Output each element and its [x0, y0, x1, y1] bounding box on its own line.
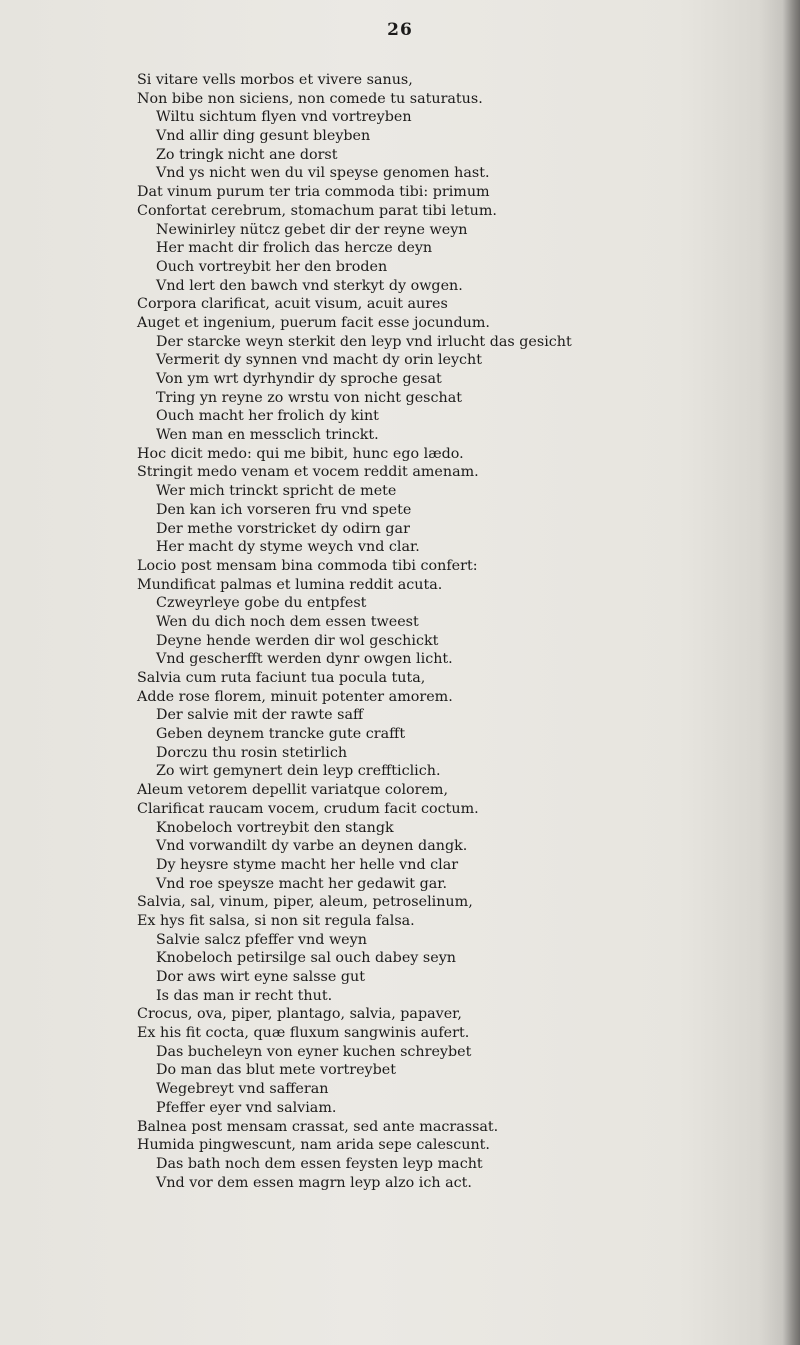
- latin-verse-line: Mundificat palmas et lumina reddit acuta.: [137, 576, 443, 593]
- latin-verse-line: Crocus, ova, piper, plantago, salvia, papaver,: [137, 1006, 462, 1023]
- german-verse-line: Salvie salcz pfeffer vnd weyn: [156, 931, 367, 948]
- latin-verse-line: Auget et ingenium, puerum facit esse jocundum.: [137, 314, 490, 331]
- german-verse-line: Zo wirt gemynert dein leyp creffticlich.: [156, 763, 441, 780]
- latin-verse-line: Ex his fit cocta, quæ fluxum sangwinis aufert.: [137, 1025, 470, 1042]
- german-verse-line: Ouch vortreybit her den broden: [156, 258, 388, 275]
- german-verse-line: Vermerit dy synnen vnd macht dy orin leycht: [156, 352, 483, 369]
- german-verse-line: Newinirley nütcz gebet dir der reyne weyn: [156, 221, 468, 238]
- latin-verse-line: Stringit medo venam et vocem reddit amenam.: [137, 464, 479, 481]
- german-verse-line: Deyne hende werden dir wol geschickt: [156, 632, 439, 649]
- german-verse-line: Vnd gescherfft werden dynr owgen licht.: [156, 651, 453, 668]
- german-verse-line: Wiltu sichtum flyen vnd vortreyben: [156, 109, 412, 126]
- german-verse-line: Vnd vor dem essen magrn leyp alzo ich act.: [156, 1174, 472, 1191]
- german-verse-line: Do man das blut mete vortreybet: [156, 1062, 396, 1079]
- latin-verse-line: Dat vinum purum ter tria commoda tibi: primum: [137, 184, 490, 201]
- german-verse-line: Der salvie mit der rawte saff: [156, 707, 364, 724]
- latin-verse-line: Non bibe non siciens, non comede tu saturatus.: [137, 90, 483, 107]
- german-verse-line: Knobeloch petirsilge sal ouch dabey seyn: [156, 950, 456, 967]
- latin-verse-line: Si vitare vells morbos et vivere sanus,: [137, 72, 413, 88]
- german-verse-line: Von ym wrt dyrhyndir dy sproche gesat: [156, 371, 442, 387]
- german-verse-line: Geben deynem trancke gute crafft: [156, 726, 406, 743]
- german-verse-line: Das bath noch dem essen feysten leyp macht: [156, 1155, 483, 1172]
- german-verse-line: Vnd allir ding gesunt bleyben: [156, 128, 371, 145]
- german-verse-line: Ouch macht her frolich dy kint: [156, 408, 379, 425]
- german-verse-line: Wen man en messclich trinckt.: [156, 427, 379, 444]
- page-edge-shadow: [782, 0, 800, 1345]
- latin-verse-line: Clarificat raucam vocem, crudum facit coctum.: [137, 800, 479, 817]
- german-verse-line: Pfeffer eyer vnd salviam.: [156, 1099, 337, 1116]
- german-verse-line: Der starcke weyn sterkit den leyp vnd irlucht das gesicht: [156, 333, 572, 350]
- german-verse-line: Der methe vorstricket dy odirn gar: [156, 520, 410, 537]
- german-verse-line: Czweyrleye gobe du entpfest: [156, 595, 367, 612]
- latin-verse-line: Salvia, sal, vinum, piper, aleum, petroselinum,: [137, 894, 473, 911]
- poem-text-block: [0, 71, 780, 1192]
- latin-verse-line: Ex hys fit salsa, si non sit regula falsa.: [137, 912, 415, 929]
- german-verse-line: Wen du dich noch dem essen tweest: [156, 613, 419, 630]
- latin-verse-line: Humida pingwescunt, nam arida sepe calescunt.: [137, 1137, 490, 1154]
- latin-verse-line: Locio post mensam bina commoda tibi confert:: [137, 557, 478, 574]
- latin-verse-line: Aleum vetorem depellit variatque colorem,: [137, 782, 449, 799]
- german-verse-line: Wer mich trinckt spricht de mete: [156, 483, 397, 500]
- german-verse-line: Tring yn reyne zo wrstu von nicht geschat: [156, 389, 463, 406]
- german-verse-line: Dorczu thu rosin stetirlich: [156, 744, 348, 761]
- german-verse-line: Den kan ich vorseren fru vnd spete: [156, 501, 412, 518]
- german-verse-line: Knobeloch vortreybit den stangk: [156, 819, 394, 836]
- german-verse-line: Zo tringk nicht ane dorst: [156, 146, 338, 163]
- german-verse-line: Vnd vorwandilt dy varbe an deynen dangk.: [156, 838, 468, 855]
- latin-verse-line: Adde rose florem, minuit potenter amorem.: [137, 688, 453, 705]
- german-verse-line: Her macht dy styme weych vnd clar.: [156, 539, 420, 556]
- german-verse-line: Das bucheleyn von eyner kuchen schreybet: [156, 1043, 472, 1060]
- latin-verse-line: Hoc dicit medo: qui me bibit, hunc ego lædo.: [137, 445, 464, 462]
- latin-verse-line: Confortat cerebrum, stomachum parat tibi letum.: [137, 202, 497, 219]
- german-verse-line: Dy heysre styme macht her helle vnd clar: [156, 856, 459, 873]
- german-verse-line: Vnd lert den bawch vnd sterkyt dy owgen.: [156, 277, 463, 294]
- latin-verse-line: Salvia cum ruta faciunt tua pocula tuta,: [137, 670, 426, 686]
- german-verse-line: Vnd roe speysze macht her gedawit gar.: [156, 875, 448, 892]
- latin-verse-line: Corpora clarificat, acuit visum, acuit aures: [137, 296, 448, 313]
- german-verse-line: Dor aws wirt eyne salsse gut: [156, 969, 365, 985]
- german-verse-line: Is das man ir recht thut.: [156, 987, 333, 1004]
- latin-verse-line: Balnea post mensam crassat, sed ante macrassat.: [137, 1118, 499, 1135]
- german-verse-line: Vnd ys nicht wen du vil speyse genomen hast.: [156, 165, 490, 182]
- page-number: 26: [387, 20, 413, 40]
- german-verse-line: Wegebreyt vnd safferan: [156, 1081, 329, 1098]
- german-verse-line: Her macht dir frolich das hercze deyn: [156, 240, 433, 257]
